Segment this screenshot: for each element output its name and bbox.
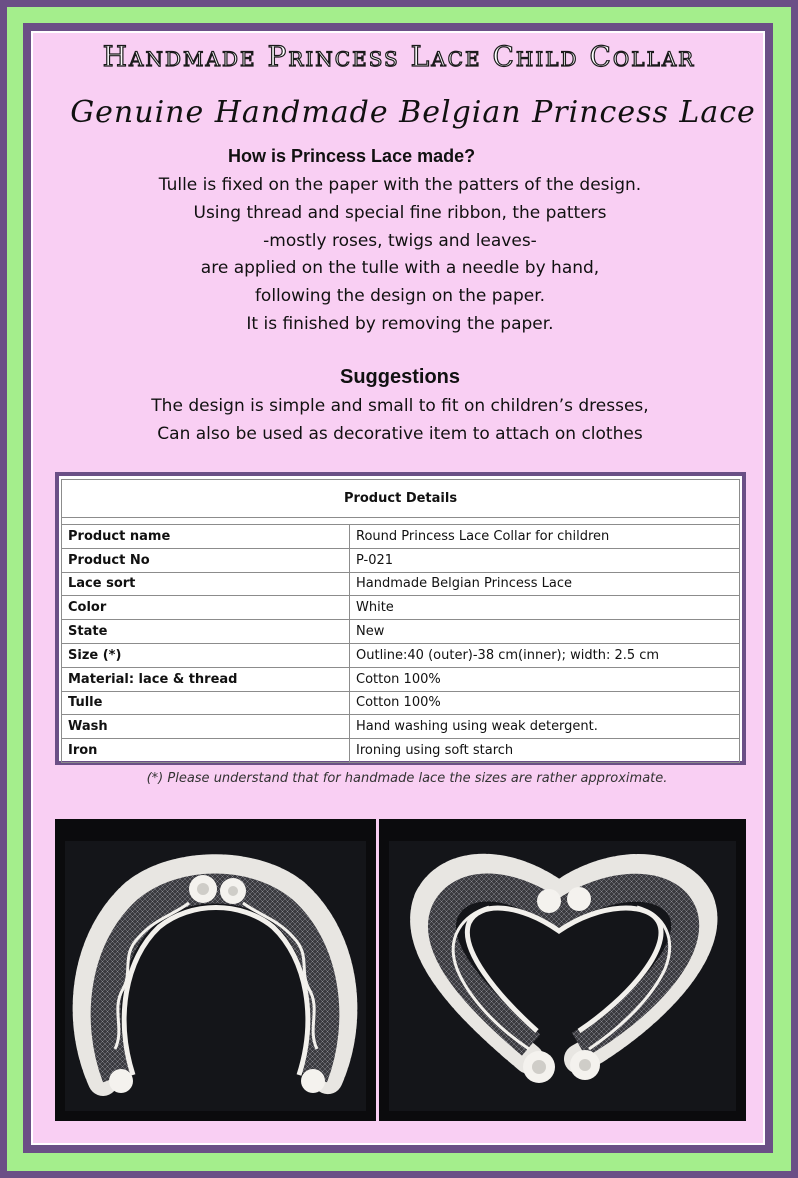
table-row [62, 691, 740, 715]
table-header: Product Details [62, 480, 740, 518]
row-value: Hand washing using weak detergent. [350, 715, 740, 739]
row-key: Product No [62, 548, 350, 572]
page-title: Handmade Princess Lace Child Collar [102, 40, 696, 73]
page-subtitle: Genuine Handmade Belgian Princess Lace [70, 95, 756, 130]
table-row [62, 643, 740, 667]
row-value: Ironing using soft starch [350, 739, 740, 763]
row-key: Material: lace & thread [62, 667, 350, 691]
row-key: State [62, 620, 350, 644]
collar-photo-front [55, 819, 376, 1121]
product-details-panel [59, 476, 742, 761]
suggestion-line: Can also be used as decorative item to attach on clothes [157, 423, 643, 444]
row-key: Wash [62, 715, 350, 739]
how-line: Tulle is fixed on the paper with the patters of the design. [158, 175, 642, 195]
suggestions-heading: Suggestions [339, 366, 460, 388]
table-row [62, 596, 740, 620]
row-key: Product name [62, 525, 350, 549]
lace-collar-illustration [379, 819, 746, 1121]
product-details-table [61, 479, 740, 763]
table-row [62, 548, 740, 572]
suggestions-description [0, 393, 798, 449]
row-key: Tulle [62, 691, 350, 715]
row-value: Handmade Belgian Princess Lace [350, 572, 740, 596]
row-value: White [350, 596, 740, 620]
suggestion-line: The design is simple and small to fit on children’s dresses, [151, 396, 649, 416]
row-value: Cotton 100% [350, 667, 740, 691]
lace-collar-illustration [55, 819, 376, 1121]
how-description [0, 172, 798, 339]
row-value: Round Princess Lace Collar for children [350, 525, 740, 549]
row-key: Lace sort [62, 572, 350, 596]
size-footnote: (*) Please understand that for handmade lace the sizes are rather approximate. [146, 771, 668, 786]
row-value: P-021 [350, 548, 740, 572]
row-value: Cotton 100% [350, 691, 740, 715]
product-details-frame [55, 472, 746, 765]
collar-photo-angle [379, 819, 746, 1121]
table-row [62, 715, 740, 739]
row-value: Outline:40 (outer)-38 cm(inner); width: 2.5 cm [350, 643, 740, 667]
how-line: Using thread and special fine ribbon, the patters [193, 202, 607, 223]
how-line: following the design on the paper. [254, 286, 546, 307]
row-key: Iron [62, 739, 350, 763]
table-row [62, 620, 740, 644]
how-line: -mostly roses, twigs and leaves- [263, 230, 537, 251]
row-key: Color [62, 596, 350, 620]
row-key: Size (*) [62, 643, 350, 667]
table-row [62, 667, 740, 691]
how-heading: How is Princess Lace made? [228, 146, 476, 166]
how-line: It is finished by removing the paper. [246, 313, 554, 334]
table-row [62, 739, 740, 763]
row-value: New [350, 620, 740, 644]
table-row [62, 525, 740, 549]
how-line: are applied on the tulle with a needle by hand, [200, 258, 600, 279]
table-spacer [62, 518, 740, 525]
table-row [62, 572, 740, 596]
